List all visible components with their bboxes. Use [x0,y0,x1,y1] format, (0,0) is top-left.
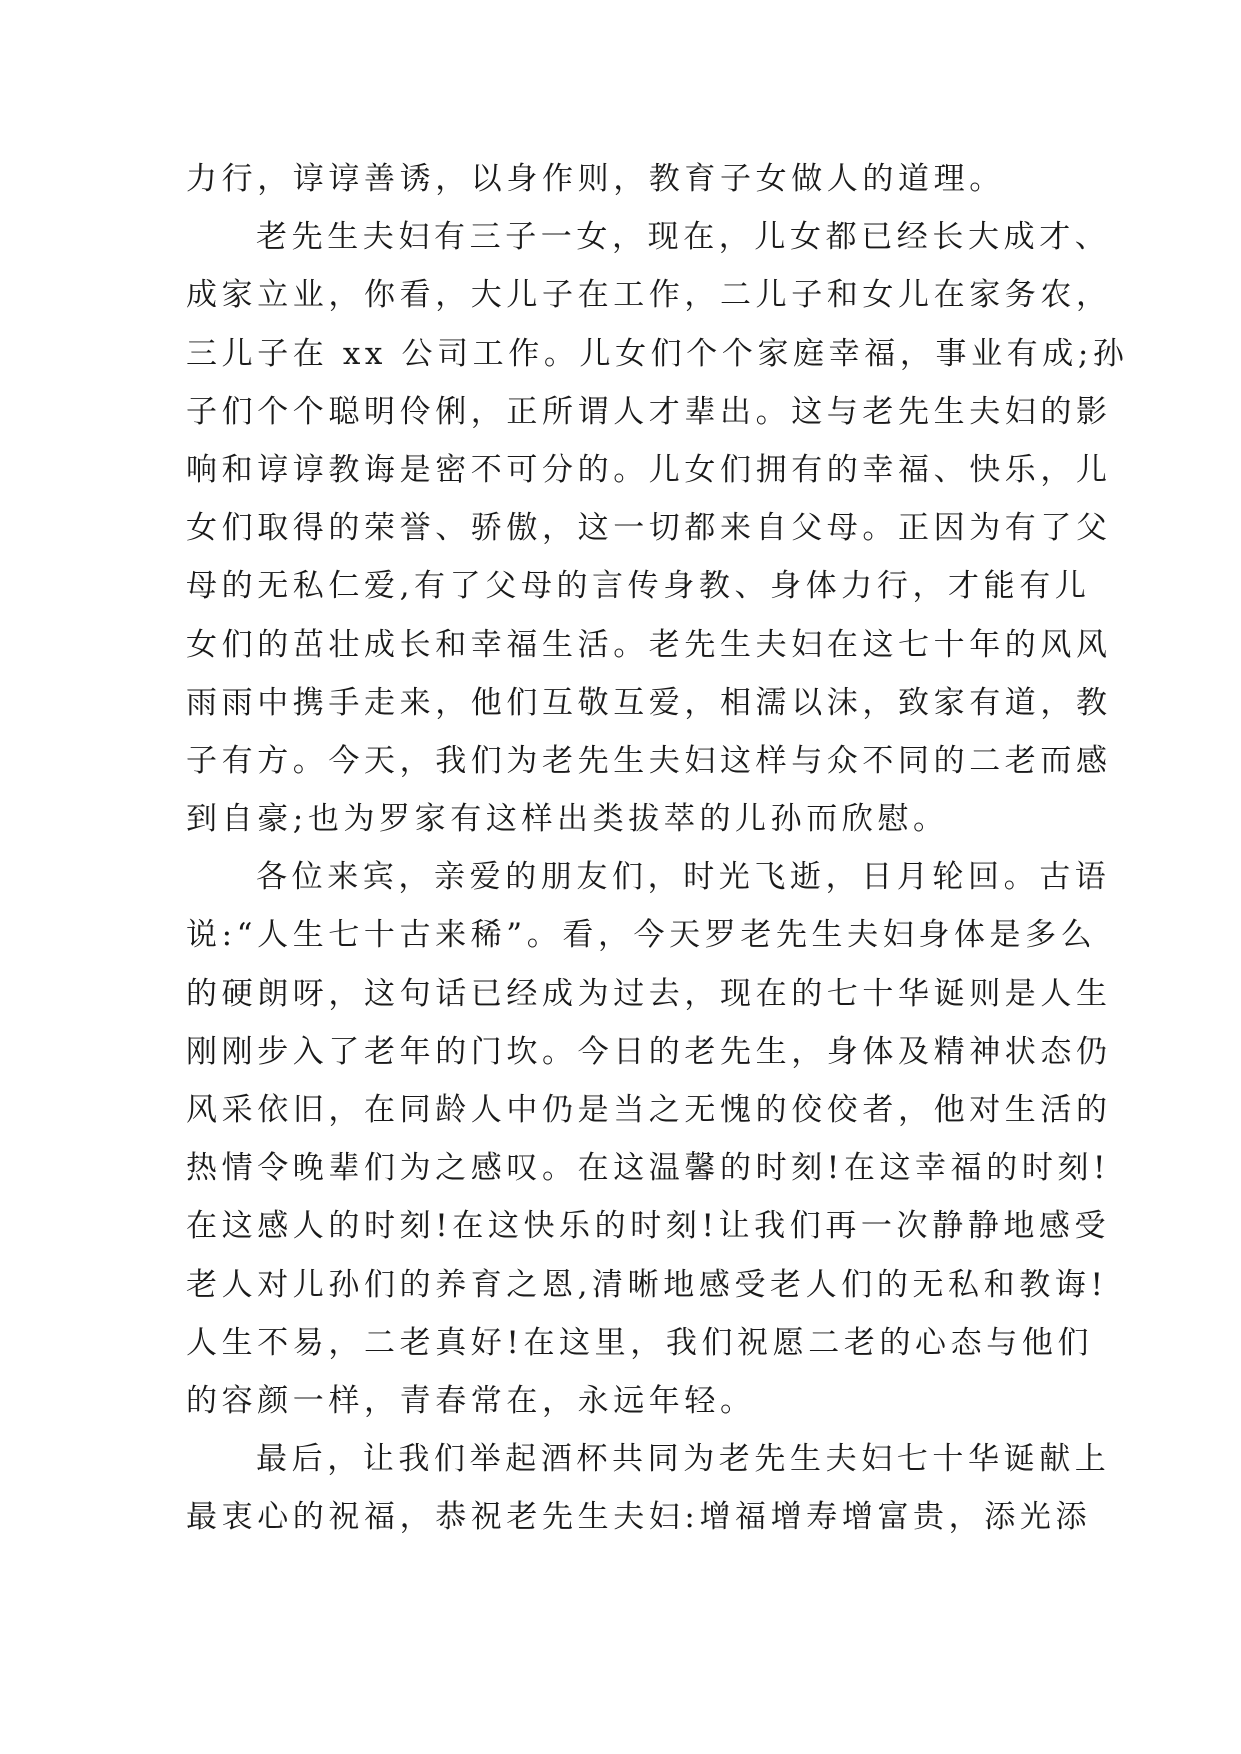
text-line: 热情令晚辈们为之感叹。在这温馨的时刻!在这幸福的时刻! [186,1150,1111,1187]
text-line: 三儿子在 xx 公司工作。儿女们个个家庭幸福，事业有成;孙 [186,335,1129,372]
text-line: 刚刚步入了老年的门坎。今日的老先生，身体及精神状态仍 [186,1033,1112,1070]
text-line: 风采依旧，在同龄人中仍是当之无愧的佼佼者，他对生活的 [186,1092,1112,1128]
text-line: 雨雨中携手走来，他们互敬互爱，相濡以沫，致家有道，教 [186,684,1112,721]
text-line: 母的无私仁爱,有了父母的言传身教、身体力行，才能有儿 [186,568,1091,605]
text-line: 成家立业，你看，大儿子在工作，二儿子和女儿在家务农， [186,277,1112,314]
text-line: 响和谆谆教诲是密不可分的。儿女们拥有的幸福、快乐，儿 [186,451,1112,488]
text-line: 最衷心的祝福，恭祝老先生夫妇:增福增寿增富贵，添光添 [186,1499,1092,1536]
paragraph-first-line: 各位来宾，亲爱的朋友们，时光飞逝，日月轮回。古语 [256,859,1111,896]
paragraph-first-line: 最后，让我们举起酒杯共同为老先生夫妇七十华诞献上 [256,1441,1111,1478]
text-line: 说:“人生七十古来稀”。看，今天罗老先生夫妇身体是多么 [186,917,1097,954]
text-line: 人生不易，二老真好!在这里，我们祝愿二老的心态与他们 [186,1324,1094,1361]
text-line: 女们的茁壮成长和幸福生活。老先生夫妇在这七十年的风风 [186,626,1112,663]
text-line: 到自豪;也为罗家有这样出类拔萃的儿孙而欣慰。 [186,801,949,838]
text-line: 力行，谆谆善诱，以身作则，教育子女做人的道理。 [186,161,1005,197]
text-line: 老人对儿孙们的养育之恩,清晰地感受老人们的无私和教诲! [186,1266,1108,1303]
text-line: 的容颜一样，青春常在，永远年轻。 [186,1382,756,1419]
text-line: 女们取得的荣誉、骄傲，这一切都来自父母。正因为有了父 [186,510,1112,547]
text-line: 的硬朗呀，这句话已经成为过去，现在的七十华诞则是人生 [186,975,1112,1012]
text-line: 子有方。今天，我们为老先生夫妇这样与众不同的二老而感 [186,742,1112,779]
paragraph-first-line: 老先生夫妇有三子一女，现在，儿女都已经长大成才、 [256,219,1111,256]
document-body [186,150,1129,1547]
text-line: 在这感人的时刻!在这快乐的时刻!让我们再一次静静地感受 [186,1208,1111,1245]
text-line: 子们个个聪明伶俐，正所谓人才辈出。这与老先生夫妇的影 [186,393,1112,430]
